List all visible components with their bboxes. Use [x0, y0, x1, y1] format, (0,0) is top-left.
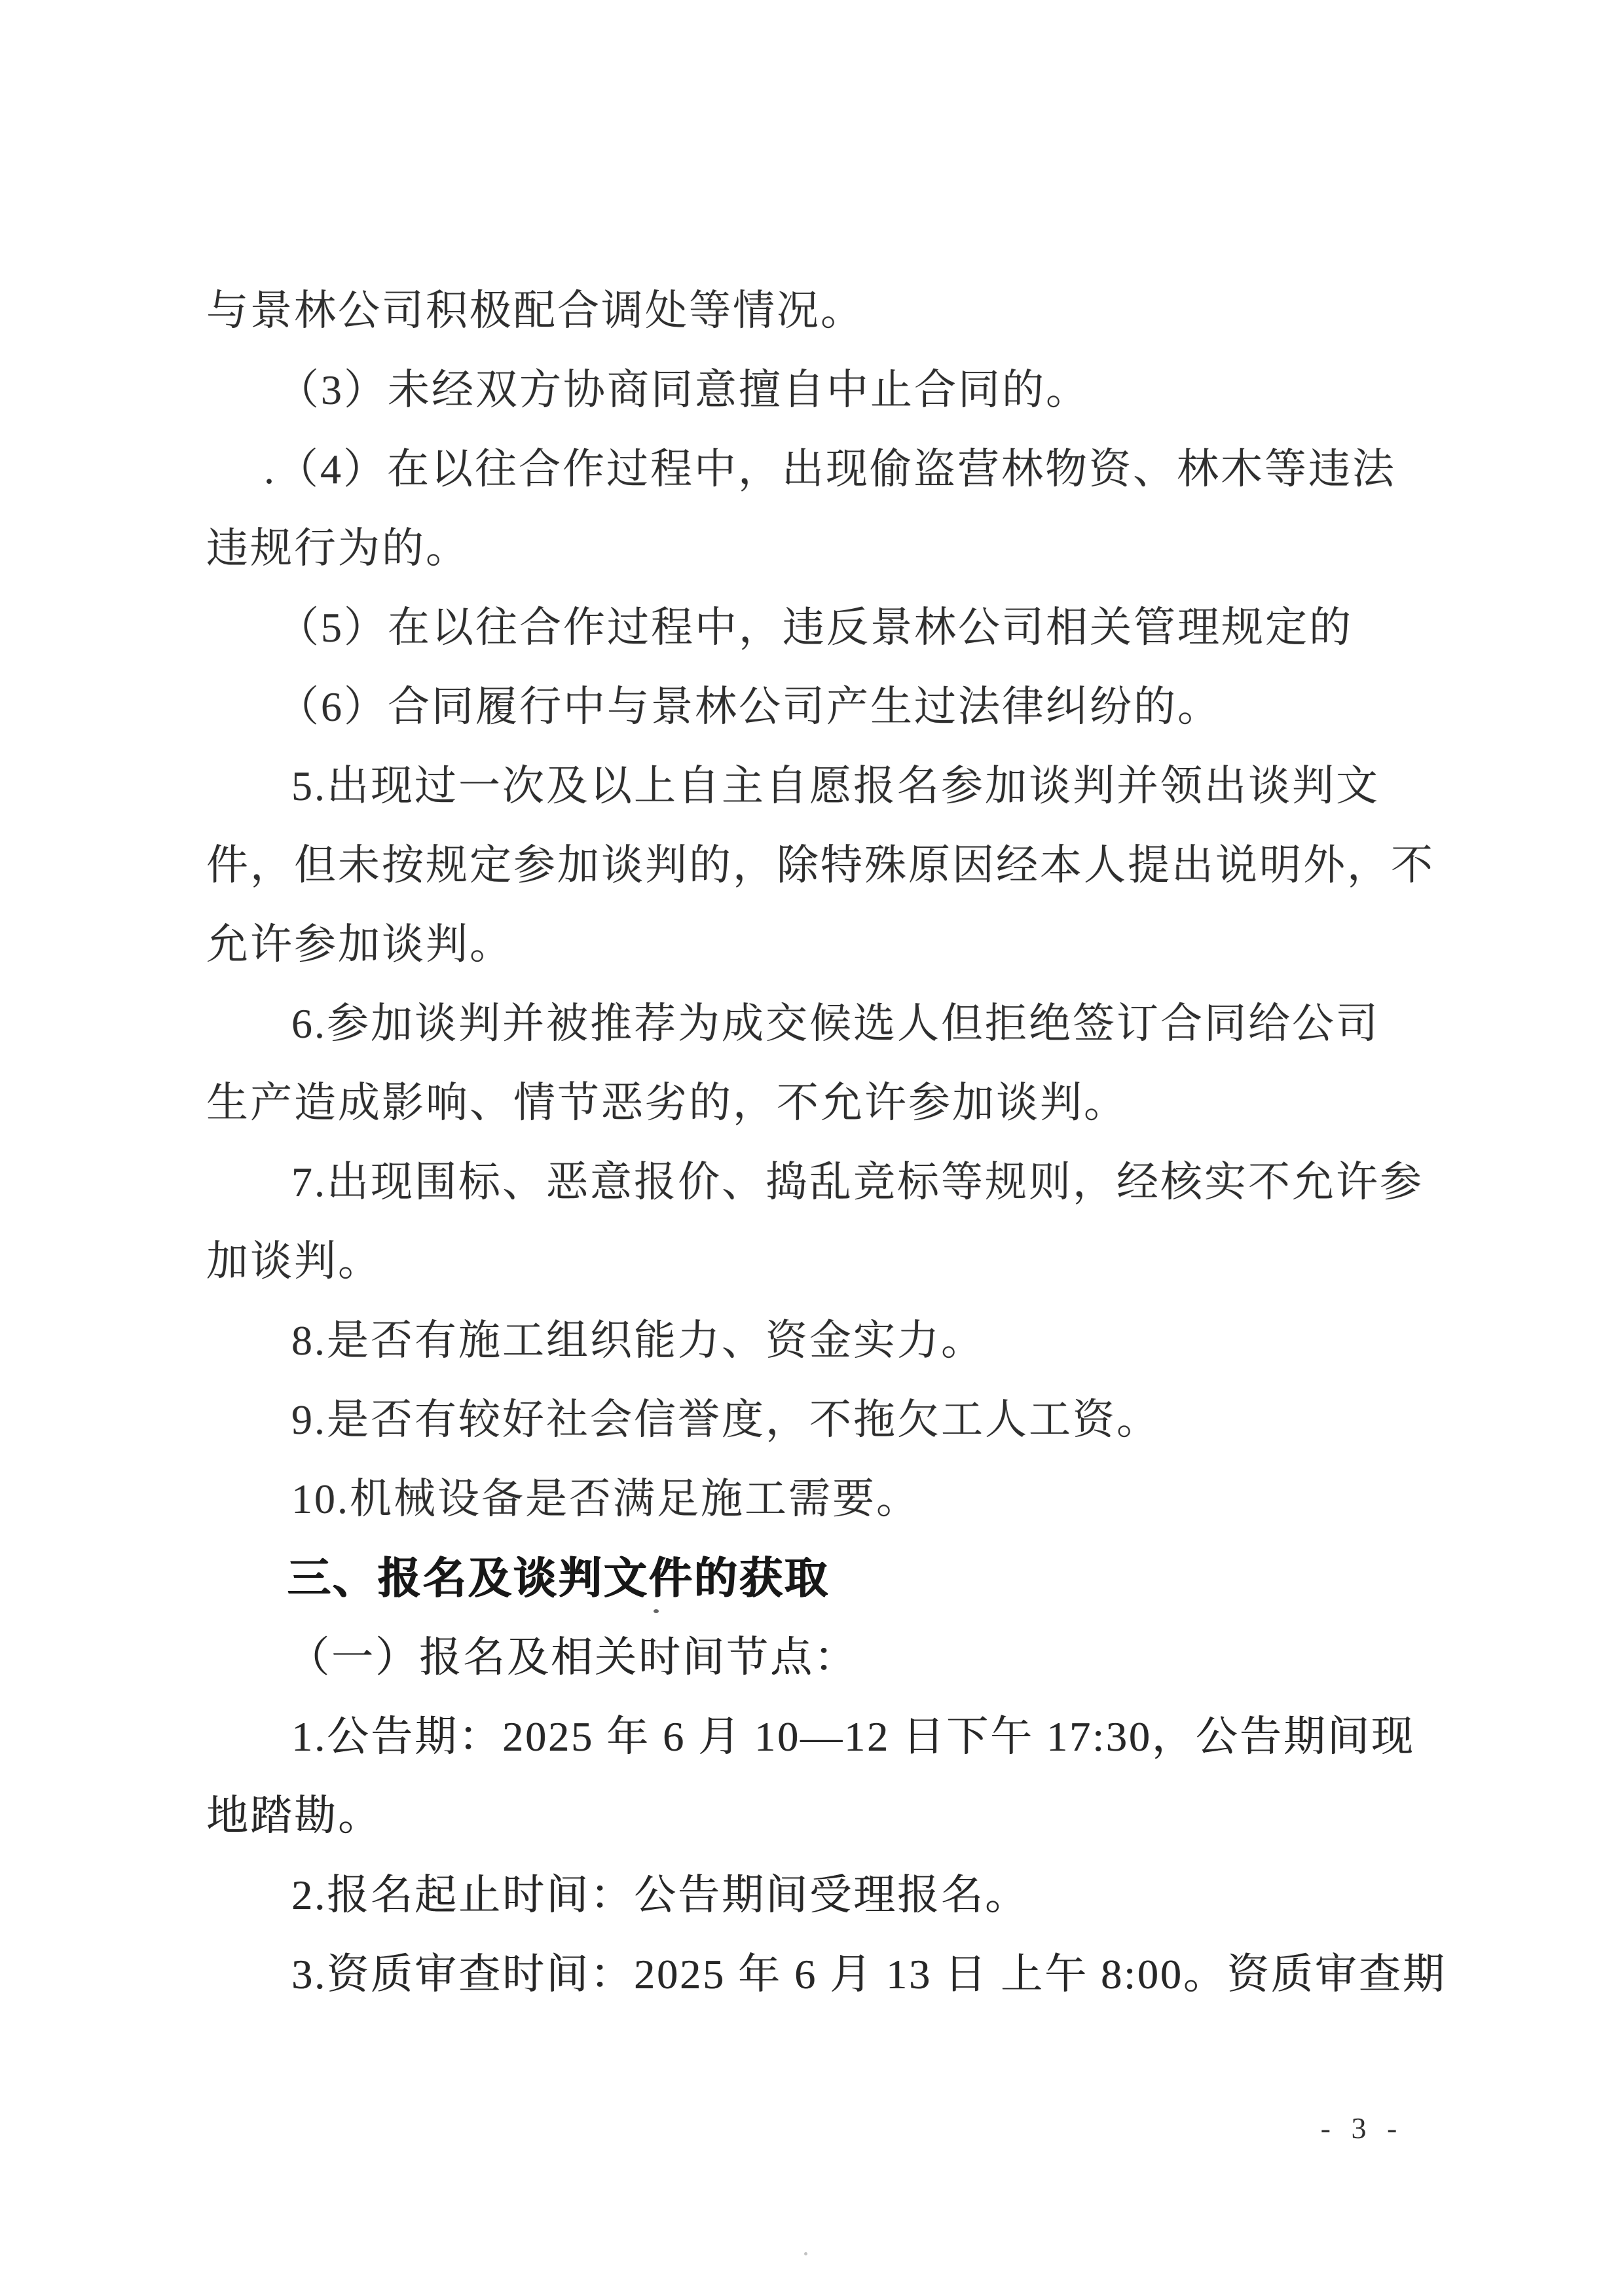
doc-line-19: 1.公告期：2025 年 6 月 10—12 日下午 17:30，公告期间现 [291, 1713, 1415, 1760]
doc-line-7: 5.出现过一次及以上自主自愿报名参加谈判并领出谈判文 [291, 763, 1380, 809]
doc-line-8: 件，但未按规定参加谈判的，除特殊原因经本人提出说明外，不 [206, 842, 1435, 888]
page-number: - 3 - [1320, 2111, 1404, 2145]
doc-line-5: （5）在以往合作过程中，违反景林公司相关管理规定的 [277, 604, 1353, 651]
document-body [206, 271, 1447, 2014]
section-heading-registration: 三、报名及谈判文件的获取 [287, 1554, 830, 1602]
scan-speck [654, 1609, 659, 1613]
doc-line-21: 2.报名起止时间：公告期间受理报名。 [291, 1872, 1029, 1918]
doc-line-13: 加谈判。 [206, 1238, 382, 1285]
doc-line-2: （3）未经双方协商同意擅自中止合同的。 [277, 367, 1090, 413]
doc-line-11: 生产造成影响、情节恶劣的，不允许参加谈判。 [206, 1080, 1128, 1126]
doc-line-1: 与景林公司积极配合调处等情况。 [206, 287, 864, 334]
doc-line-15: 9.是否有较好社会信誉度，不拖欠工人工资。 [291, 1396, 1160, 1443]
doc-line-12: 7.出现围标、恶意报价、捣乱竞标等规则，经核实不允许参 [291, 1159, 1424, 1205]
doc-line-20: 地踏勘。 [206, 1793, 382, 1839]
doc-line-9: 允许参加谈判。 [206, 921, 513, 968]
subsection-heading-timeline: （一）报名及相关时间节点： [287, 1634, 858, 1681]
doc-line-10: 6.参加谈判并被推荐为成交候选人但拒绝签订合同给公司 [291, 1000, 1380, 1047]
doc-line-22: 3.资质审查时间：2025 年 6 月 13 日 上午 8:00。资质审查期 [291, 1951, 1447, 1997]
doc-line-16: 10.机械设备是否满足施工需要。 [291, 1476, 920, 1522]
doc-line-14: 8.是否有施工组织能力、资金实力。 [291, 1317, 985, 1364]
scan-speck [804, 2252, 807, 2255]
doc-line-3: .（4）在以往合作过程中，出现偷盗营林物资、林木等违法 [264, 446, 1396, 492]
doc-line-6: （6）合同履行中与景林公司产生过法律纠纷的。 [277, 683, 1221, 730]
doc-line-4: 违规行为的。 [206, 525, 470, 572]
